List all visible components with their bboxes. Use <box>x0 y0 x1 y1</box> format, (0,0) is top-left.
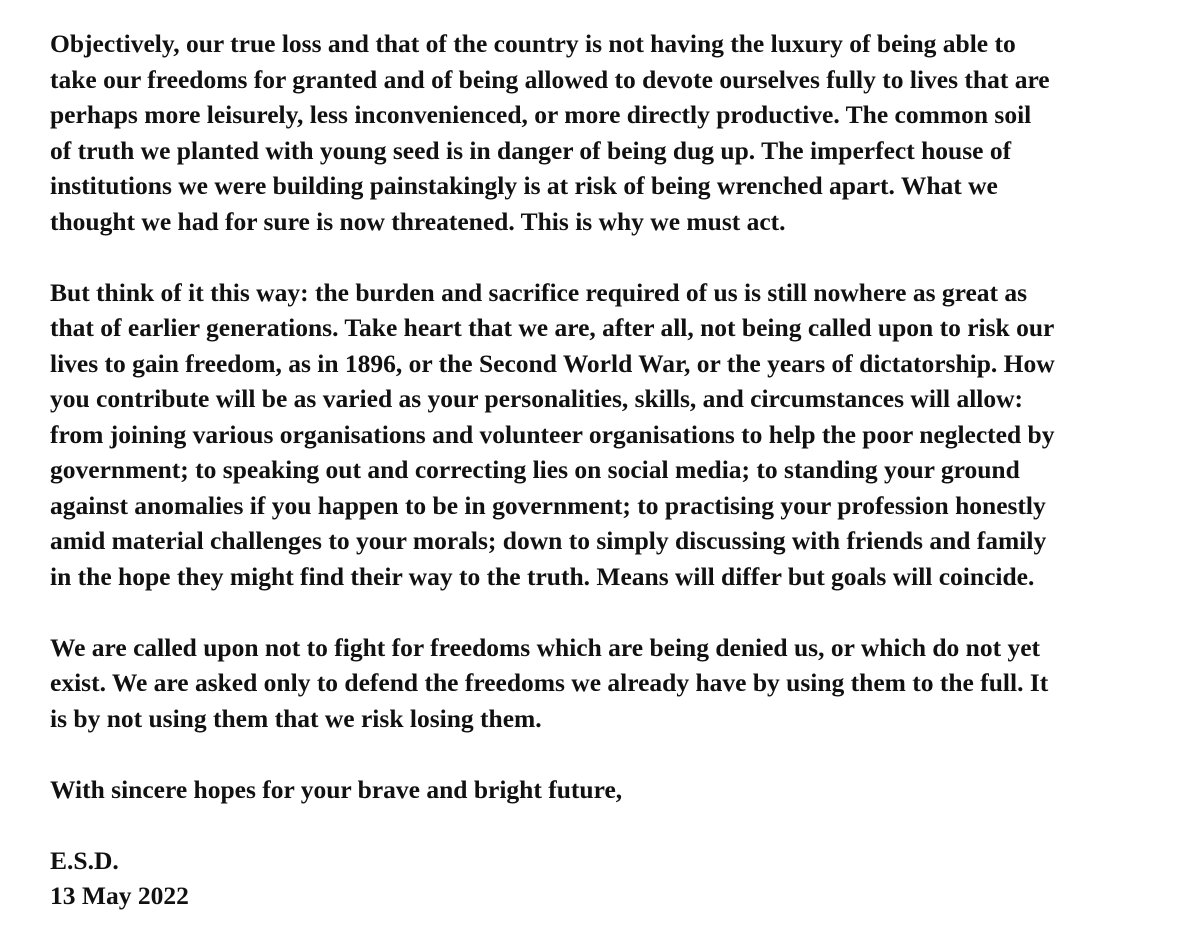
closing-line: With sincere hopes for your brave and bright future, <box>50 774 623 804</box>
signature-block <box>50 843 1170 914</box>
body-paragraph-3: We are called upon not to fight for freedoms which are being denied us, or which do not yet exist. We are asked only to defend the freedoms we already have by using them to the full. It is by not using them that we risk losing them. <box>50 632 1049 733</box>
body-paragraph-1: Objectively, our true loss and that of the country is not having the luxury of being able to take our freedoms for granted and of being allowed to devote ourselves fully to lives that are perhaps more leisurely, less inconvenienced, or more directly productive. The common soil of truth we planted with young seed is in danger of being dug up. The imperfect house of institutions we were building painstakingly is at risk of being wrenched apart. What we thought we had for sure is now threatened. This is why we must act. <box>50 29 1050 236</box>
body-paragraph-2: But think of it this way: the burden and sacrifice required of us is still nowhere as great as that of earlier generations. Take heart that we are, after all, not being called upon to risk our lives to gain freedom, as in 1896, or the Second World War, or the years of dictatorship. How you contribute will be as varied as your personalities, skills, and circumstances will allow: from joining various organisations and volunteer organisations to help the poor neglected by government; to speaking out and correcting lies on social media; to standing your ground against anomalies if you happen to be in government; to practising your profession honestly amid material challenges to your morals; down to simply discussing with friends and family in the hope they might find their way to the truth. Means will differ but goals will coincide. <box>50 277 1055 591</box>
signature-date: 13 May 2022 <box>50 881 189 910</box>
signature-initials: E.S.D. <box>50 845 119 875</box>
letter-page <box>50 26 1170 914</box>
